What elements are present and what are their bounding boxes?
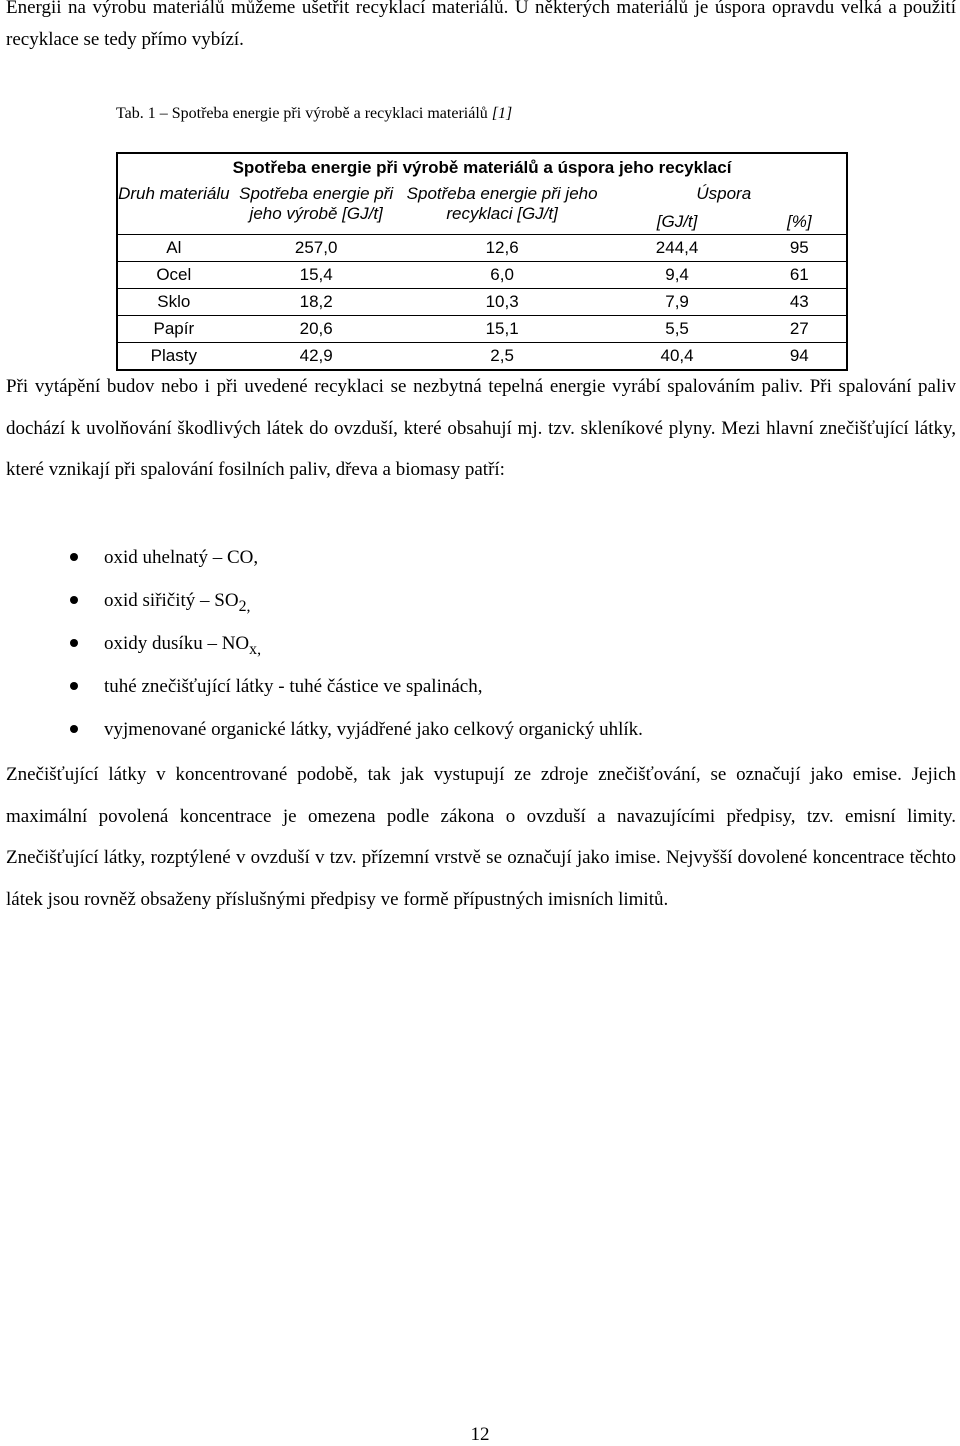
cell-recycling: 10,3 (403, 289, 602, 316)
cell-recycling: 6,0 (403, 262, 602, 289)
cell-saving-gj: 5,5 (602, 316, 753, 343)
list-item: oxidy dusíku – $NO_{x,}$ (70, 622, 643, 665)
header-saving-pct: [%] (753, 210, 847, 235)
cell-material: Al (117, 235, 230, 262)
list-item: oxid siřičitý – $SO_{2,}$ (70, 579, 643, 622)
energy-table (116, 152, 848, 371)
page-number: 12 (470, 1424, 490, 1445)
cell-material: Ocel (117, 262, 230, 289)
cell-saving-gj: 9,4 (602, 262, 753, 289)
table-caption (116, 104, 512, 124)
header-material: Druh materiálu (117, 182, 230, 235)
table-row (117, 289, 847, 316)
table-row (117, 235, 847, 262)
cell-production: 15,4 (230, 262, 403, 289)
cell-saving-gj: 7,9 (602, 289, 753, 316)
table-title-row (117, 153, 847, 182)
list-item: oxid uhelnatý – CO, (70, 536, 643, 579)
cell-recycling: 15,1 (403, 316, 602, 343)
table-title: Spotřeba energie při výrobě materiálů a úspora jeho recyklací (117, 153, 847, 182)
table-header-row (117, 182, 847, 210)
cell-saving-pct: 61 (753, 262, 847, 289)
bullet-icon (70, 639, 78, 647)
cell-production: 42,9 (230, 343, 403, 371)
cell-recycling: 2,5 (403, 343, 602, 371)
table-row (117, 262, 847, 289)
bullet-icon (70, 553, 78, 561)
cell-saving-pct: 27 (753, 316, 847, 343)
cell-saving-pct: 94 (753, 343, 847, 371)
cell-recycling: 12,6 (403, 235, 602, 262)
bullet-icon (70, 596, 78, 604)
bullet-icon (70, 682, 78, 690)
list-item: tuhé znečišťující látky - tuhé částice ve spalinách, (70, 665, 643, 708)
cell-production: 257,0 (230, 235, 403, 262)
paragraph-emissions: Při vytápění budov nebo i při uvedené recyklaci se nezbytná tepelná energie vyrábí spalováním paliv. Při spalování paliv dochází k uvolňování škodlivých látek do ovzduší, které obsahují mj. tzv. skleníkové plyny. Mezi hlavní znečišťující látky, které vznikají při spalování fosilních paliv, dřeva a biomasy patří: (6, 376, 956, 480)
cell-saving-gj: 244,4 (602, 235, 753, 262)
header-saving-gj: [GJ/t] (656, 212, 698, 231)
list-item: vyjmenované organické látky, vyjádřené jako celkový organický uhlík. (70, 708, 643, 751)
header-saving: Úspora (602, 182, 847, 210)
caption-text: Tab. 1 – Spotřeba energie při výrobě a recyklaci materiálů (116, 105, 492, 122)
cell-saving-gj: 40,4 (602, 343, 753, 371)
cell-saving-pct: 43 (753, 289, 847, 316)
header-production: Spotřeba energie při jeho výrobě [GJ/t] (239, 184, 394, 223)
bullet-icon (70, 725, 78, 733)
cell-material: Plasty (117, 343, 230, 371)
intro-paragraph: Energii na výrobu materiálů můžeme ušetřit recyklací materiálů. U některých materiálů je úspora opravdu velká a použití recyklace se tedy přímo vybízí. (6, 0, 956, 50)
cell-material: Sklo (117, 289, 230, 316)
pollutant-list (70, 536, 643, 751)
paragraph-emission-limits: Znečišťující látky v koncentrované podobě, tak jak vystupují ze zdroje znečišťování, se označují jako emise. Jejich maximální povolená koncentrace je omezena podle zákona o ovzduší a navazujícími předpisy, tzv. emisní limity. Znečišťující látky, rozptýlené v ovzduší v tzv. přízemní vrstvě se označují jako imise. Nejvyšší dovolené koncentrace těchto látek jsou rovněž obsaženy příslušnými předpisy ve formě přípustných imisních limitů. (6, 764, 956, 910)
cell-production: 18,2 (230, 289, 403, 316)
table-row (117, 316, 847, 343)
header-recycling: Spotřeba energie při jeho recyklaci [GJ/t] (406, 184, 598, 223)
caption-reference: [1] (491, 105, 513, 122)
cell-saving-pct: 95 (753, 235, 847, 262)
cell-production: 20,6 (230, 316, 403, 343)
cell-material: Papír (117, 316, 230, 343)
